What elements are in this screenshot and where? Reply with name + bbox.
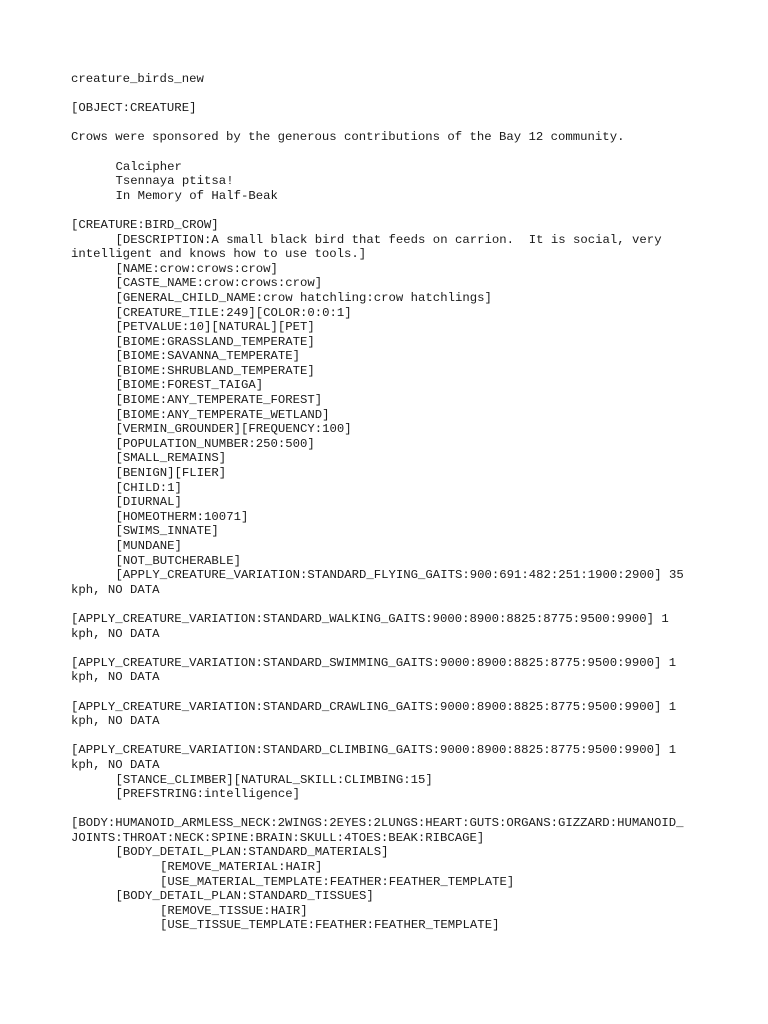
text-line: [BIOME:SHRUBLAND_TEMPERATE] <box>115 363 315 378</box>
text-line: [BIOME:ANY_TEMPERATE_WETLAND] <box>115 407 330 422</box>
text-line: Tsennaya ptitsa! <box>115 174 234 189</box>
text-line: [OBJECT:CREATURE] <box>71 101 197 116</box>
text-line: [USE_TISSUE_TEMPLATE:FEATHER:FEATHER_TEMPLATE] <box>160 918 500 933</box>
blank-line <box>71 802 711 817</box>
text-line: kph, NO DATA <box>71 670 160 685</box>
text-line: [USE_MATERIAL_TEMPLATE:FEATHER:FEATHER_TEMPLATE] <box>160 874 515 889</box>
text-line: [HOMEOTHERM:10071] <box>115 509 249 524</box>
text-line: [BODY_DETAIL_PLAN:STANDARD_MATERIALS] <box>115 845 389 860</box>
text-line: In Memory of Half-Beak <box>115 188 278 203</box>
text-line: kph, NO DATA <box>71 582 160 597</box>
text-line: [BODY:HUMANOID_ARMLESS_NECK:2WINGS:2EYES:2LUNGS:HEART:GUTS:ORGANS:GIZZARD:HUMANOID_ <box>71 816 684 831</box>
text-line: [SMALL_REMAINS] <box>115 451 227 466</box>
text-line: [BIOME:FOREST_TAIGA] <box>115 378 264 393</box>
text-line: [CHILD:1] <box>115 480 182 495</box>
text-line: [DESCRIPTION:A small black bird that feeds on carrion. It is social, very <box>115 232 662 247</box>
blank-line <box>71 87 711 102</box>
text-line: intelligent and knows how to use tools.] <box>71 247 367 262</box>
text-line: [REMOVE_TISSUE:HAIR] <box>160 903 308 918</box>
text-line: [REMOVE_MATERIAL:HAIR] <box>160 860 323 875</box>
text-line: [PREFSTRING:intelligence] <box>115 787 300 802</box>
text-line: [NAME:crow:crows:crow] <box>115 261 278 276</box>
text-line: [DIURNAL] <box>115 495 182 510</box>
text-line: [BENIGN][FLIER] <box>115 466 227 481</box>
blank-line <box>71 145 711 160</box>
text-line: [STANCE_CLIMBER][NATURAL_SKILL:CLIMBING:15] <box>115 772 433 787</box>
text-line: Calcipher <box>115 159 182 174</box>
blank-line <box>71 597 711 612</box>
text-line: [APPLY_CREATURE_VARIATION:STANDARD_CRAWLING_GAITS:9000:8900:8825:8775:9500:9900] 1 <box>71 699 677 714</box>
text-line: [BODY_DETAIL_PLAN:STANDARD_TISSUES] <box>115 889 374 904</box>
text-line: creature_birds_new <box>71 72 204 86</box>
text-line: [CREATURE:BIRD_CROW] <box>71 217 219 232</box>
text-line: [CASTE_NAME:crow:crows:crow] <box>115 276 323 291</box>
blank-line <box>71 685 711 700</box>
text-line: [APPLY_CREATURE_VARIATION:STANDARD_FLYING_GAITS:900:691:482:251:1900:2900] 35 <box>115 568 684 583</box>
text-line: [CREATURE_TILE:249][COLOR:0:0:1] <box>115 305 352 320</box>
text-line: [BIOME:GRASSLAND_TEMPERATE] <box>115 334 315 349</box>
blank-line <box>71 116 711 131</box>
text-line: kph, NO DATA <box>71 626 160 641</box>
text-line: [POPULATION_NUMBER:250:500] <box>115 436 315 451</box>
text-line: [BIOME:ANY_TEMPERATE_FOREST] <box>115 393 323 408</box>
text-line: JOINTS:THROAT:NECK:SPINE:BRAIN:SKULL:4TOES:BEAK:RIBCAGE] <box>71 830 485 845</box>
text-line: [PETVALUE:10][NATURAL][PET] <box>115 320 315 335</box>
text-line: [APPLY_CREATURE_VARIATION:STANDARD_CLIMBING_GAITS:9000:8900:8825:8775:9500:9900] 1 <box>71 743 677 758</box>
text-line: Crows were sponsored by the generous contributions of the Bay 12 community. <box>71 130 625 145</box>
text-line: [SWIMS_INNATE] <box>115 524 219 539</box>
text-line: kph, NO DATA <box>71 714 160 729</box>
blank-line <box>71 641 711 656</box>
raw-text-body <box>71 72 711 933</box>
text-line: kph, NO DATA <box>71 757 160 772</box>
text-line: [VERMIN_GROUNDER][FREQUENCY:100] <box>115 422 352 437</box>
text-line: [NOT_BUTCHERABLE] <box>115 553 241 568</box>
text-line: [APPLY_CREATURE_VARIATION:STANDARD_SWIMMING_GAITS:9000:8900:8825:8775:9500:9900] 1 <box>71 655 677 670</box>
text-line: [MUNDANE] <box>115 539 182 553</box>
text-line: [GENERAL_CHILD_NAME:crow hatchling:crow hatchlings] <box>115 290 492 305</box>
text-line: [BIOME:SAVANNA_TEMPERATE] <box>115 349 300 364</box>
blank-line <box>71 203 711 218</box>
text-line: [APPLY_CREATURE_VARIATION:STANDARD_WALKING_GAITS:9000:8900:8825:8775:9500:9900] 1 <box>71 611 669 626</box>
blank-line <box>71 729 711 744</box>
